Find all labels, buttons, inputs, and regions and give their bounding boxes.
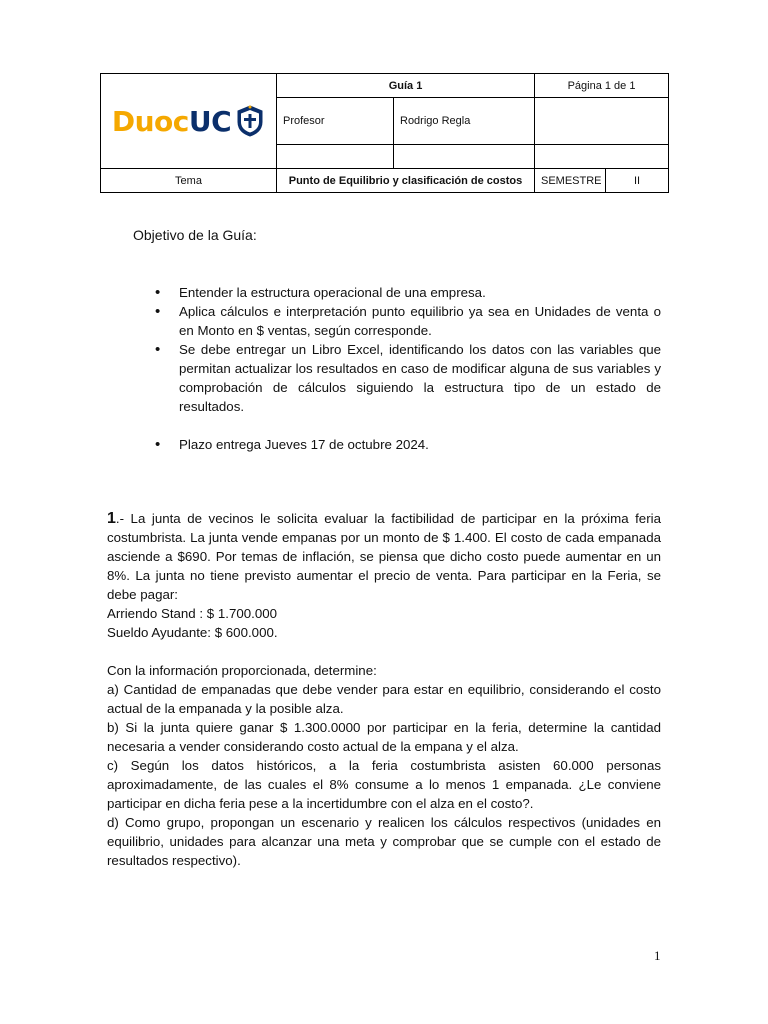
empty-cell — [535, 98, 669, 145]
tema-value: Punto de Equilibrio y clasificación de costos — [277, 169, 535, 193]
objectives-list — [155, 283, 661, 454]
question-c: c) Según los datos históricos, a la feria costumbrista asisten 60.000 personas aproximadamente, de las cuales el 8% consume a lo menos 1 empanada. ¿Le conviene participar en dicha feria pese a la incertidumbre con el alza en el costo?. — [107, 758, 661, 811]
exercise-number: 1 — [107, 510, 116, 527]
duoc-uc-logo: DuocUC — [107, 104, 270, 138]
empty-cell — [535, 145, 669, 169]
semestre-label: SEMESTRE — [535, 169, 606, 193]
question-d: d) Como grupo, propongan un escenario y realicen los cálculos respectivos (unidades en equilibrio, unidades para alcanzar una meta y comprobar que se cumple con el estado de resultados respectivo). — [107, 815, 661, 868]
semestre-value: II — [606, 169, 669, 193]
header-table — [100, 73, 668, 193]
tema-label: Tema — [101, 169, 277, 193]
empty-cell — [394, 145, 535, 169]
exercise-intro: 1.- La junta de vecinos le solicita evaluar la factibilidad de participar en la próxima feria costumbrista. La junta vende empanas por un monto de $ 1.400. El costo de cada empanada asciende a $690. Por temas de inflación, se piensa que dicho costo puede aumentar en un 8%. La junta no tiene previsto aumentar el precio de venta. Para participar en la Feria, se debe pagar: — [107, 510, 661, 602]
rent-line: Arriendo Stand : $ 1.700.000 — [107, 606, 278, 621]
exercise-1 — [107, 509, 661, 870]
objective-heading: Objetivo de la Guía: — [133, 227, 257, 243]
page-number: 1 — [654, 948, 661, 963]
instruction: Con la información proporcionada, determine: — [107, 663, 377, 678]
logo-cell — [101, 74, 277, 169]
question-a: a) Cantidad de empanadas que debe vender para estar en equilibrio, considerando el costo actual de la empanada y la posible alza. — [107, 682, 661, 716]
uc-seal-icon — [235, 104, 265, 138]
profesor-label: Profesor — [277, 98, 394, 145]
guide-title: Guía 1 — [277, 74, 535, 98]
list-item: • Entender la estructura operacional de una empresa. — [155, 283, 661, 302]
empty-cell — [277, 145, 394, 169]
salary-line: Sueldo Ayudante: $ 600.000. — [107, 625, 278, 640]
list-item: • Plazo entrega Jueves 17 de octubre 2024. — [155, 435, 661, 454]
list-item: • Se debe entregar un Libro Excel, identificando los datos con las variables que permitan actualizar los resultados en caso de modificar alguna de sus variables y comprobación de cálculos siguiendo la estructura tipo de un estado de resultados. — [155, 340, 661, 416]
question-b: b) Si la junta quiere ganar $ 1.300.0000 por participar en la feria, determine la cantidad necesaria a vender considerando costo actual de la empana y el alza. — [107, 720, 661, 754]
profesor-name: Rodrigo Regla — [394, 98, 535, 145]
list-item: • Aplica cálculos e interpretación punto equilibrio ya sea en Unidades de venta o en Monto en $ ventas, según corresponde. — [155, 302, 661, 340]
page-label: Página 1 de 1 — [535, 74, 669, 98]
